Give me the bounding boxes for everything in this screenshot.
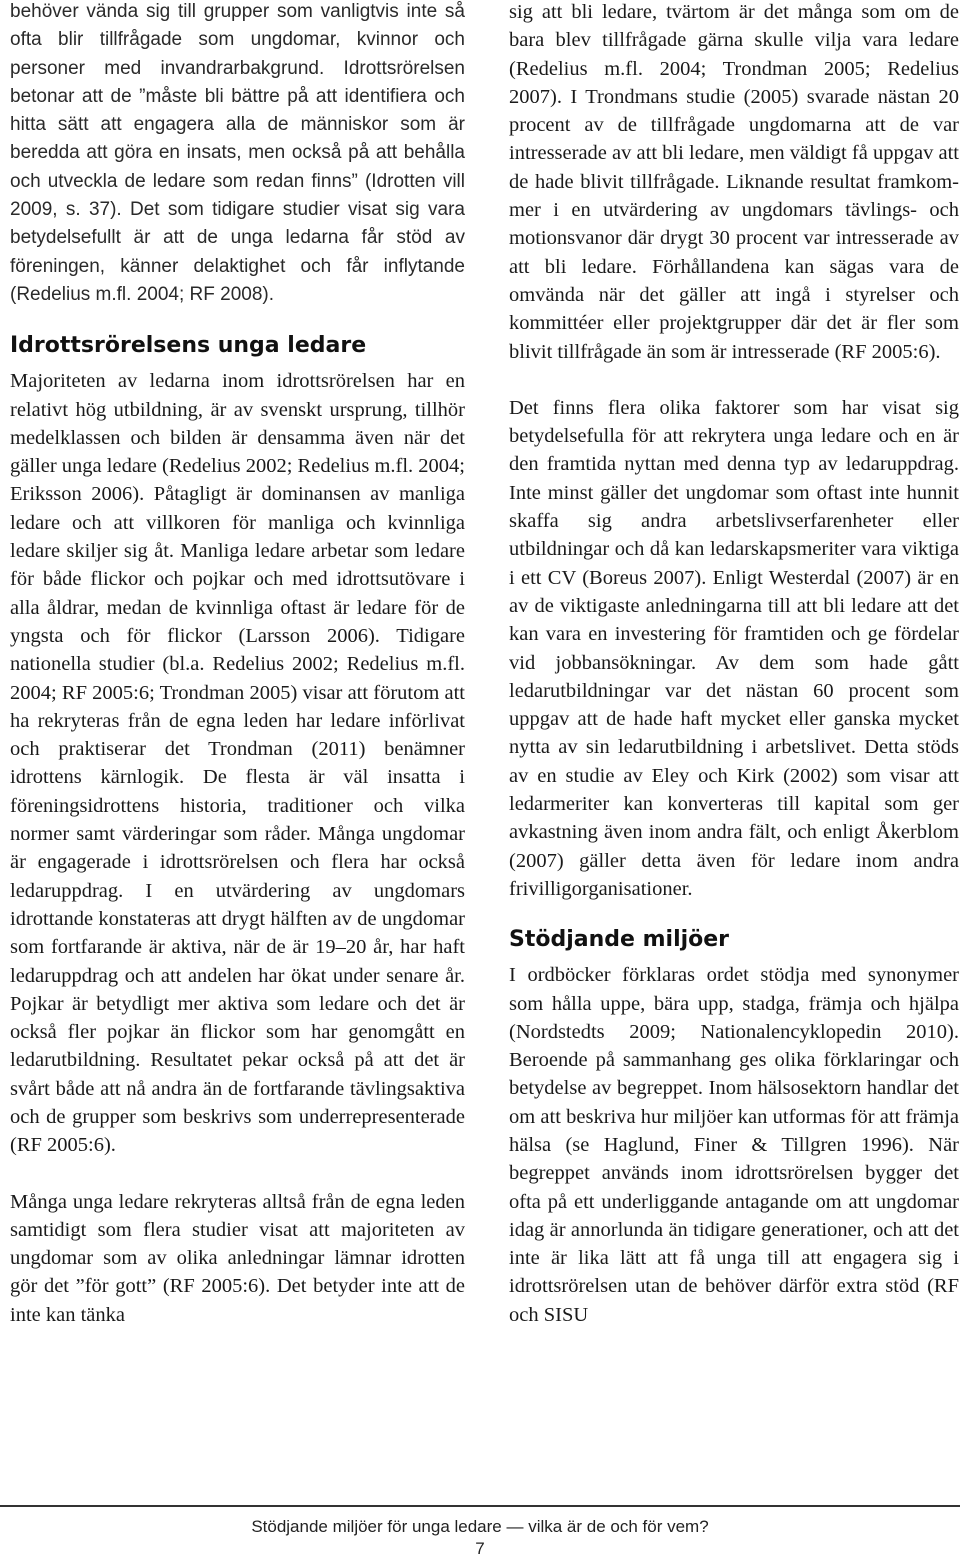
footer-title: Stödjande miljöer för unga ledare — vilka är de och för vem? [251, 1517, 709, 1536]
supportive-environments-paragraph: I ordböcker förklaras ordet stödja med synonymer som hålla uppe, bära upp, stadga, främja och hjälpa (Nordstedts 2009; Nationalencyklopedin 2010). Beroende på sammanhang ges olika förklaringar och betydelse av begreppet. Inom hälsosektorn handlar det om att beskriva hur miljöer kan utformas för att främja hälsa (se Haglund, Finer & Tillgren 1996). När begreppet används inom idrottsrörelsen bygger det ofta på ett underliggande antagande om att ungdomar idag är annorlunda än tidigare generationer, och att det inte är lika lätt att få unga till att engagera sig i idrottsrörelsen utan de behöver därför extra stöd (RF och SISU [509, 964, 959, 1326]
intro-paragraph: behöver vända sig till grupper som vanligtvis inte så ofta blir tillfrågade som ungdomar, kvinnor och personer med invandrarbakgrund. Idrottsrörelsen betonar att de ”måste bli bättre på att identifiera och hitta sätt att engagera alla de människor som är beredda att göra en insats, men också på att behålla och utveckla de ledare som redan finns” (Idrotten vill 2009, s. 37). Det som tidigare studier visat sig vara betydelsefullt är att de unga ledarna får stöd av föreningen, känner delaktighet och får inflytande (Redelius m.fl. 2004; RF 2008). [10, 1, 465, 305]
continued-paragraph: sig att bli ledare, tvärtom är det många som om de bara blev tillfrågade gärna skulle vilja vara ledare (Redelius m.fl. 2004; Trondman 2005; Redelius 2007). I Trondmans studie (2005) svarade nästan 20 procent av de tillfrågade ungdomarna att de var intresserade av att bli ledare, men väldigt få uppgav att de hade blivit tillfrågade. Liknande resultat framkommer i en utvärdering av ungdomars tävlings- och motionsvanor där drygt 30 procent var intresserade av att bli ledare. Förhållandena kan sägas vara de omvända när det gäller att ingå i styrelser och kommittéer eller projektgrupper där det är fler som blivit tillfrågade än som är intresserade (RF 2005:6). [509, 1, 959, 363]
young-leaders-paragraph-2: Många unga ledare rekryteras alltså från de egna leden samtidigt som flera studier visat att majoriteten av ungdomar som av olika anledningar lämnar idrotten gör det ”för gott” (RF 2005:6). Det betyder inte att de inte kan tänka [10, 1190, 465, 1326]
recruitment-factors-paragraph: Det finns flera olika faktorer som har visat sig betydelsefulla för att rekrytera unga ledare och en är den framtida nyttan med denna typ av ledaruppdrag. Inte minst gäller det ungdomar som oftast inte hunnit skaffa sig andra arbetslivserfarenheter eller utbildningar och då kan ledarskapsmeriter vara viktiga i ett CV (Boreus 2007). Enligt Westerdal (2007) är en av de viktigaste anledningarna till att bli ledare att det kan vara en investering för framtiden och ge fördelar vid jobbansökningar. Av dem som hade gått ledarutbildningar var det nästan 60 procent som uppgav att de hade haft mycket eller ganska mycket nytta av sin ledarutbildning i arbetslivet. Detta stöds av en studie av Eley och Kirk (2002) som visar att ledarmeriter kan konverteras till kapital som ger avkastning även inom andra fält, och enligt Åkerblom (2007) gäller detta även för ledare inom andra frivilligorganisationer. [509, 396, 959, 900]
section-heading-supportive-environments: Stödjande miljöer [509, 927, 730, 953]
section-heading-young-leaders: Idrottsrörelsens unga ledare [10, 333, 367, 359]
footer-divider [0, 1505, 960, 1507]
left-column [10, 0, 465, 1329]
young-leaders-paragraph-1: Majoriteten av ledarna inom idrottsrörelsen har en relativt hög utbildning, är av svenskt ursprung, tillhör medelklassen och bilden är densamma även när det gäller unga ledare (Redelius 2002; Redelius m.fl. 2004; Eriksson 2006). Påtagligt är dominansen av manliga ledare och att villkoren för manliga och kvinnliga ledare skiljer sig åt. Manliga ledare arbetar som ledare för både flickor och pojkar och med idrottsutövare i alla åldrar, medan de kvinnliga oftast är ledare för de yngsta och för flickor (Larsson 2006). Tidigare nationella studier (bl.a. Redelius 2002; Redelius m.fl. 2004; RF 2005:6; Trondman 2005) visar att förutom att ha rekryteras från de egna leden har ledare införlivat och praktiserar det Trondman (2011) benämner idrottens kärnlogik. De flesta är väl insatta i föreningsidrottens historia, traditioner och vilka normer samt värderingar som råder. Många ungdomar är engagerade i idrottsrörelsen och flera har också ledaruppdrag. I en utvärdering av ungdomars idrottande konstateras att drygt hälften av de ungdomar som fortfarande är aktiva, när de är 19–20 år, har haft ledaruppdrag och att andelen har ökat under senare år. Pojkar är betydligt mer aktiva som ledare och det är också fler pojkar än flickor som har genomgått en ledarutbildning. Resultatet pekar också på att det är svårt både att nå andra än de fortfarande tävlingsaktiva och de grupper som beskrivs som underrepresenterade (RF 2005:6). [10, 370, 465, 1157]
right-column [509, 0, 959, 1329]
page-number: 7 [475, 1539, 485, 1558]
